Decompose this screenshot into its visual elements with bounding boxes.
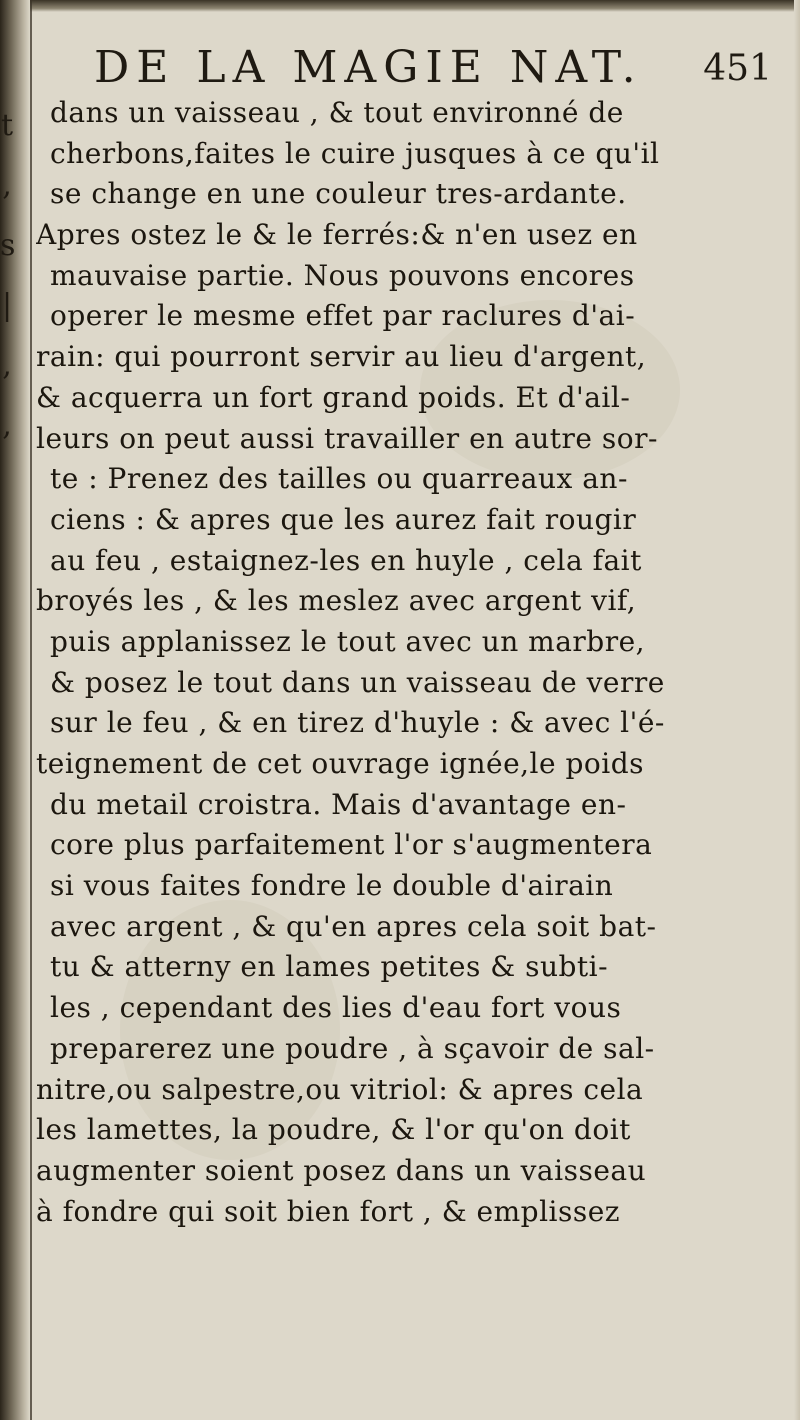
text-line: sur le feu , & en tirez d'huyle : & avec l'é- [50,706,665,740]
text-line: les , cependant des lies d'eau fort vous [50,991,622,1025]
text-line: & acquerra un fort grand poids. Et d'ail- [36,380,631,414]
text-line: au feu , estaignez-les en huyle , cela fait [50,543,642,577]
gutter-line [30,0,32,1420]
previous-page-fragment: , [2,408,12,443]
text-line: se change en une couleur tres-ardante. [50,177,627,211]
text-line: ciens : & apres que les aurez fait rougir [50,502,637,536]
previous-page-fragment: , [2,168,12,203]
previous-page-fragment: s [0,228,16,263]
text-line: broyés les , & les meslez avec argent vif, [36,584,637,618]
text-line: tu & atterny en lames petites & subti- [50,950,609,984]
text-line: Apres ostez le & le ferrés:& n'en usez en [36,218,638,252]
text-line: si vous faites fondre le double d'airain [50,869,614,903]
text-line: operer le mesme effet par raclures d'ai- [50,299,636,333]
text-line: les lamettes, la poudre, & l'or qu'on doit [36,1113,631,1147]
body-text [36,93,784,1232]
text-line: & posez le tout dans un vaisseau de verre [50,665,665,699]
text-line: puis applanissez le tout avec un marbre, [50,624,646,658]
text-line: à fondre qui soit bien fort , & emplissez [36,1194,621,1228]
text-line: avec argent , & qu'en apres cela soit bat- [50,909,657,943]
text-line: leurs on peut aussi travailler en autre sor- [36,421,658,455]
previous-page-fragment: t [0,108,14,143]
text-line: nitre,ou salpestre,ou vitriol: & apres cela [36,1072,644,1106]
page-number: 451 [703,48,772,89]
text-line: core plus parfaitement l'or s'augmentera [50,828,653,862]
page-right-edge [794,0,800,1420]
text-line: augmenter soient posez dans un vaisseau [36,1153,647,1187]
text-line: mauvaise partie. Nous pouvons encores [50,258,635,292]
text-line: du metail croistra. Mais d'avantage en- [50,787,627,821]
text-line: te : Prenez des tailles ou quarreaux an- [50,462,628,496]
text-line: rain: qui pourront servir au lieu d'argent, [36,340,647,374]
text-line: preparerez une poudre , à sçavoir de sal- [50,1031,655,1065]
text-line: teignement de cet ouvrage ignée,le poids [36,747,644,780]
running-head: DE LA MAGIE NAT. [94,42,643,93]
previous-page-fragments [0,96,14,456]
text-line: dans un vaisseau , & tout environné de [50,96,624,129]
previous-page-fragment: | [1,288,13,323]
text-line: cherbons,faites le cuire jusques à ce qu'il [50,136,660,170]
previous-page-fragment: , [2,348,12,383]
page-top-edge [0,0,800,12]
